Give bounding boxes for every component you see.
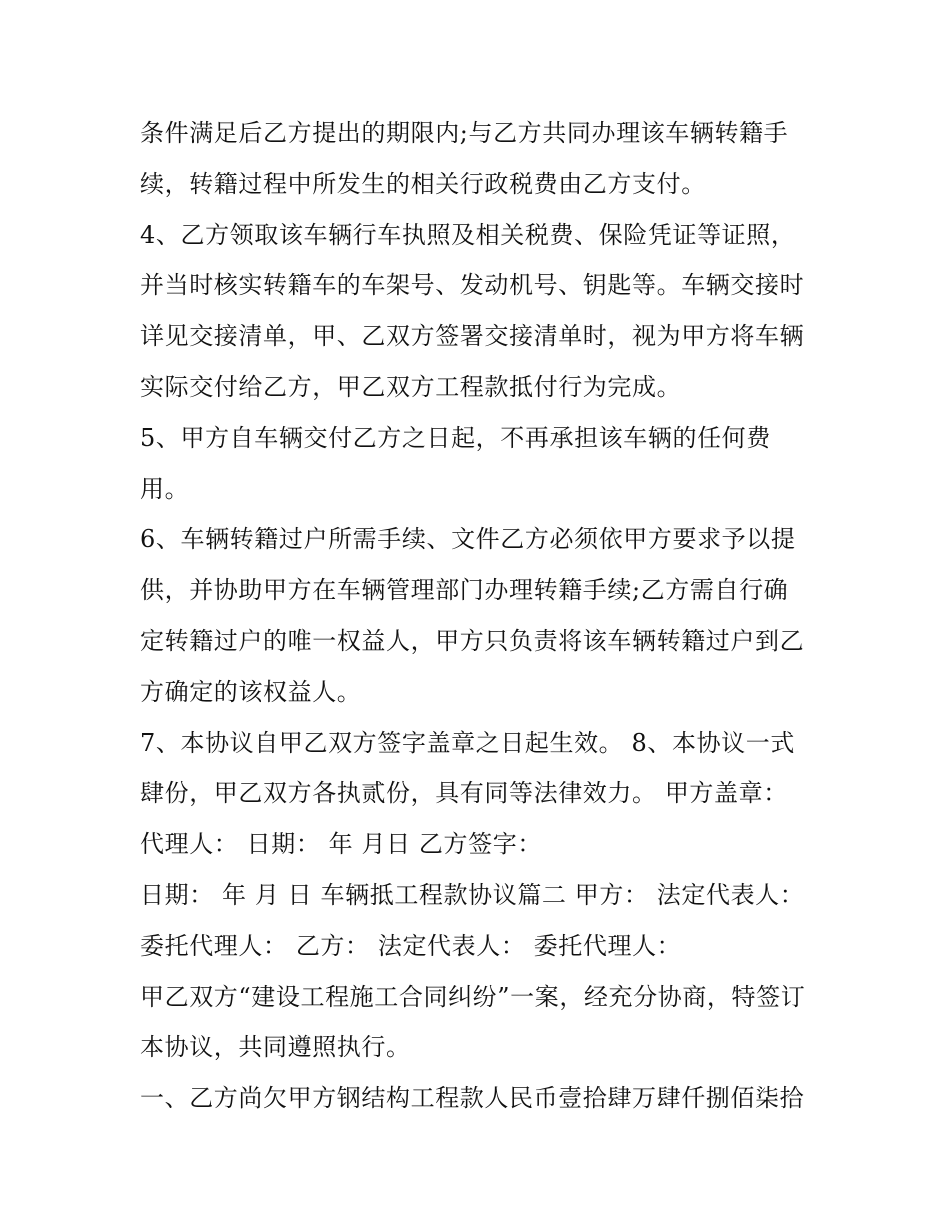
- text-line: 5、甲方自车辆交付乙方之日起，不再承担该车辆的任何费: [140, 423, 771, 452]
- text-line: 详见交接清单，甲、乙双方签署交接清单时，视为甲方将车辆: [140, 322, 805, 351]
- text-line: 供，并协助甲方在车辆管理部门办理转籍手续;乙方需自行确: [140, 576, 789, 605]
- text-line: 实际交付给乙方，甲乙双方工程款抵付行为完成。: [140, 372, 682, 401]
- text-line: 并当时核实转籍车的车架号、发动机号、钥匙等。车辆交接时: [140, 271, 805, 300]
- text-line: 7、本协议自甲乙双方签字盖章之日起生效。 8、本协议一式: [140, 728, 795, 757]
- text-line: 定转籍过户的唯一权益人，甲方只负责将该车辆转籍过户到乙: [140, 626, 805, 655]
- text-line: 本协议，共同遵照执行。: [140, 1033, 411, 1062]
- text-line: 条件满足后乙方提出的期限内;与乙方共同办理该车辆转籍手: [140, 119, 789, 147]
- text-line: 用。: [140, 474, 190, 503]
- text-line: 续，转籍过程中所发生的相关行政税费由乙方支付。: [140, 169, 706, 198]
- text-line: 方确定的该权益人。: [140, 677, 362, 706]
- text-line: 一、乙方尚欠甲方钢结构工程款人民币壹拾肆万肆仟捌佰柒拾: [140, 1084, 805, 1113]
- text-line: 代理人： 日期： 年 月日 乙方签字：: [140, 830, 542, 859]
- text-line: 4、乙方领取该车辆行车执照及相关税费、保险凭证等证照，: [140, 220, 796, 249]
- text-line: 肆份，甲乙双方各执贰份，具有同等法律效力。 甲方盖章：: [140, 779, 788, 808]
- document-body: [140, 108, 830, 1124]
- text-line: 委托代理人： 乙方： 法定代表人： 委托代理人：: [140, 931, 682, 960]
- text-line: 6、车辆转籍过户所需手续、文件乙方必须依甲方要求予以提: [140, 525, 796, 554]
- text-line: 甲乙双方“建设工程施工合同纠纷”一案，经充分协商，特签订: [140, 982, 806, 1011]
- text-line: 日期： 年 月 日 车辆抵工程款协议篇二 甲方： 法定代表人：: [140, 880, 805, 909]
